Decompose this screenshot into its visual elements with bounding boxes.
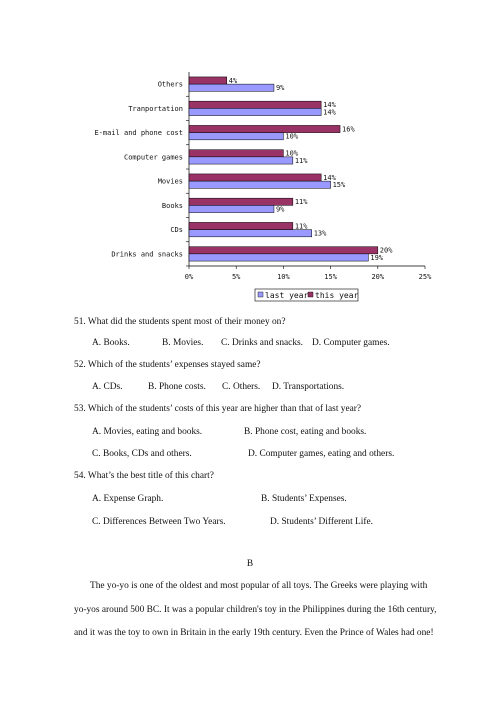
q54-option-c: C. Differences Between Two Years. [92,517,226,527]
q51-option-d: D. Computer games. [312,338,390,348]
bar-this-year [189,174,321,181]
data-label-this-year: 16% [342,125,355,134]
bar-last-year [189,108,321,115]
section-b-heading: B [246,559,254,569]
question-53: 53. Which of the students’ costs of this year are higher than that of last year? [74,404,362,414]
category-label: E-mail and phone cost [94,129,183,138]
bar-last-year [189,181,331,188]
legend-swatch-this-year [308,292,313,297]
data-label-last-year: 9% [275,205,285,214]
category-label: Tranportation [128,104,183,113]
x-tick-label: 15% [324,273,337,281]
data-label-last-year: 13% [313,229,327,238]
chart-legend [255,289,359,301]
data-label-this-year: 14% [323,101,336,110]
bar-this-year [189,198,293,205]
data-label-last-year: 11% [294,156,308,165]
q53-option-a: A. Movies, eating and books. [92,427,203,437]
q51-option-b: B. Movies. [162,338,204,348]
x-tick-label: 0% [184,273,194,281]
q53-option-c: C. Books, CDs and others. [92,449,192,459]
bar-last-year [189,133,283,140]
q54-option-d: D. Students’ Different Life. [270,517,374,527]
data-label-this-year: 10% [285,149,299,158]
data-label-last-year: 15% [332,181,346,190]
category-label: Others [157,80,183,89]
category-label: Drinks and snacks [111,250,183,259]
q54-option-b: B. Students’ Expenses. [261,494,347,504]
legend-swatch-last-year [258,292,263,297]
category-label: CDs [170,226,183,235]
bar-this-year [189,247,378,254]
bar-this-year [189,101,321,108]
bar-last-year [189,254,368,261]
passage-line-2: yo-yos around 500 BC. It was a popular children's toy in the Philippines during the 16th century, [74,605,437,615]
bar-last-year [189,157,293,164]
q51-option-a: A. Books. [92,338,130,348]
bar-last-year [189,205,274,212]
x-tick-label: 25% [418,273,432,281]
bar-this-year [189,77,227,84]
bar-this-year [189,125,340,132]
q53-option-b: B. Phone cost, eating and books. [244,427,367,437]
passage-line-3: and it was the toy to own in Britain in the early 19th century. Even the Prince of Wales had one! [74,628,434,638]
data-label-last-year: 10% [285,132,299,141]
x-tick-label: 5% [231,273,241,281]
legend-label-last-year: last year [265,291,309,300]
question-54: 54. What’s the best title of this chart? [74,471,214,481]
chart-bars [189,77,378,261]
bar-last-year [189,230,312,237]
q52-option-d: D. Transportations. [272,382,345,392]
question-52: 52. Which of the students’ expenses stayed same? [74,360,261,370]
q52-option-a: A. CDs. [92,382,123,392]
data-label-last-year: 9% [275,84,285,93]
x-tick-label: 10% [277,273,290,281]
category-label: Computer games [123,153,183,162]
expense-bar-chart [0,0,500,310]
bar-this-year [189,150,283,157]
data-label-last-year: 19% [370,253,384,262]
data-label-this-year: 14% [323,173,336,182]
question-51: 51. What did the students spent most of their money on? [74,317,286,327]
bar-this-year [189,222,293,229]
q51-option-c: C. Drinks and snacks. [221,338,304,348]
bar-last-year [189,84,274,91]
data-label-this-year: 11% [294,222,308,231]
q54-option-a: A. Expense Graph. [92,494,164,504]
legend-label-this-year: this year [315,291,359,300]
q52-option-b: B. Phone costs. [148,382,206,392]
q52-option-c: C. Others. [222,382,261,392]
q53-option-d: D. Computer games, eating and others. [248,449,395,459]
data-label-this-year: 20% [379,246,393,255]
passage-line-1: The yo-yo is one of the oldest and most popular of all toys. The Greeks were playing with [90,581,428,591]
data-label-this-year: 4% [228,76,238,85]
data-label-this-year: 11% [294,198,308,207]
category-label: Books [161,201,183,210]
x-tick-label: 20% [371,273,385,281]
data-label-last-year: 14% [323,108,336,117]
category-label: Movies [157,177,183,186]
